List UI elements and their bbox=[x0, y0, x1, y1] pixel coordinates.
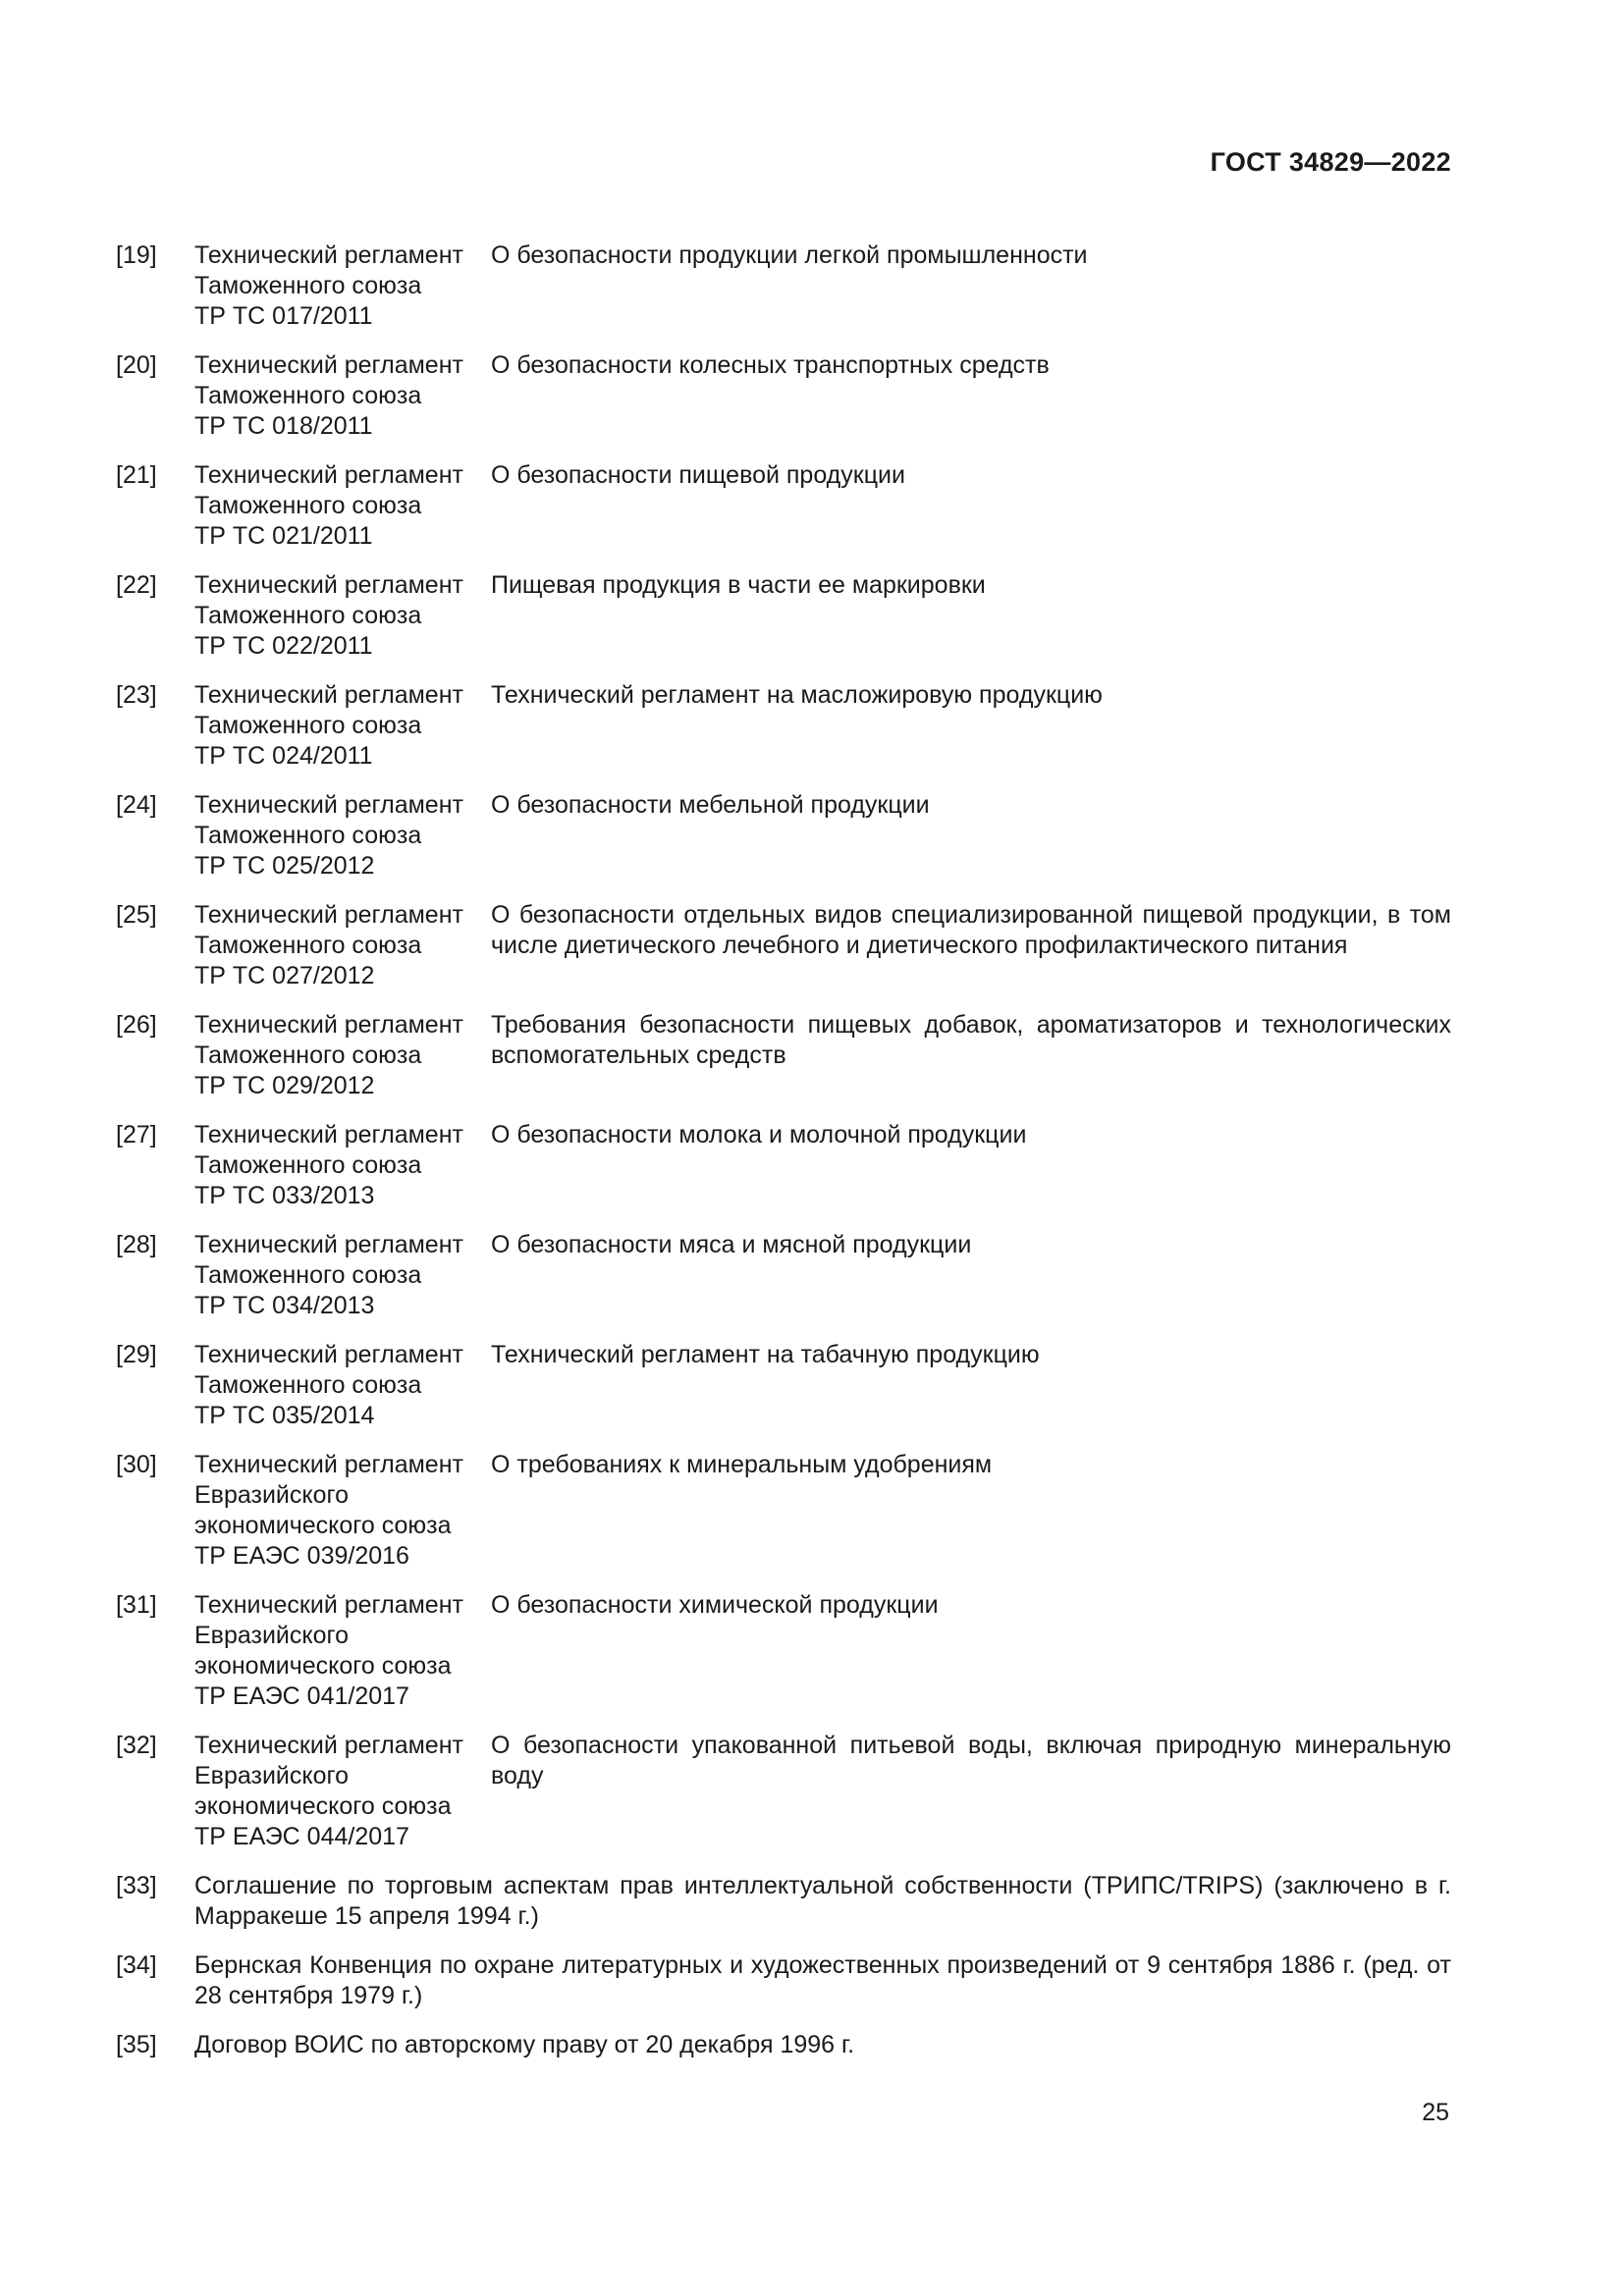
reference-document-line: Технический регламент bbox=[194, 1011, 463, 1039]
reference-title: Технический регламент на табачную продукцию bbox=[491, 1341, 1040, 1368]
reference-number: [21] bbox=[116, 461, 157, 489]
reference-document bbox=[194, 570, 491, 662]
reference-document-line: ТР ТС 025/2012 bbox=[194, 852, 375, 880]
reference-document bbox=[194, 1230, 491, 1321]
reference-document-line: ТР ТС 029/2012 bbox=[194, 1072, 375, 1099]
reference-document-line: ТР ТС 034/2013 bbox=[194, 1292, 375, 1319]
reference-document-line: Евразийского bbox=[194, 1481, 349, 1509]
reference-document-line: Технический регламент bbox=[194, 351, 463, 379]
reference-document-line: Таможенного союза bbox=[194, 1371, 422, 1399]
reference-document-line: ТР ЕАЭС 044/2017 bbox=[194, 1823, 409, 1850]
reference-number: [32] bbox=[116, 1732, 157, 1759]
reference-title: О безопасности мебельной продукции bbox=[491, 791, 930, 819]
reference-document-line: Технический регламент bbox=[194, 901, 463, 929]
reference-document-line: Технический регламент bbox=[194, 1732, 463, 1759]
reference-document bbox=[194, 1731, 491, 1852]
reference-title: О безопасности пищевой продукции bbox=[491, 461, 905, 489]
reference-number: [29] bbox=[116, 1341, 157, 1368]
reference-document bbox=[194, 1450, 491, 1572]
reference-item bbox=[116, 790, 1451, 881]
reference-document-line: Таможенного союза bbox=[194, 1151, 422, 1179]
reference-document-line: Технический регламент bbox=[194, 1341, 463, 1368]
reference-number: [35] bbox=[116, 2031, 157, 2058]
reference-document-line: Технический регламент bbox=[194, 1451, 463, 1478]
reference-title: О требованиях к минеральным удобрениям bbox=[491, 1451, 993, 1478]
reference-document bbox=[194, 1340, 491, 1431]
reference-item bbox=[116, 1450, 1451, 1572]
reference-number: [28] bbox=[116, 1231, 157, 1258]
reference-title: Требования безопасности пищевых добавок, ароматизаторов и технологических вспомогательных средств bbox=[491, 1011, 1451, 1069]
reference-document-line: Таможенного союза bbox=[194, 272, 422, 299]
reference-document-line: Евразийского bbox=[194, 1762, 349, 1789]
reference-text: Бернская Конвенция по охране литературных и художественных произведений от 9 сентября 1886 г. (ред. от 28 сентября 1979 г.) bbox=[194, 1951, 1451, 2009]
reference-item bbox=[116, 350, 1451, 442]
reference-title: О безопасности отдельных видов специализированной пищевой продукции, в том числе диетического лечебного и диетического профилактического питания bbox=[491, 901, 1451, 959]
reference-document-line: Технический регламент bbox=[194, 241, 463, 269]
reference-document-line: Таможенного союза bbox=[194, 1261, 422, 1289]
reference-title: О безопасности химической продукции bbox=[491, 1591, 939, 1619]
reference-text: Соглашение по торговым аспектам прав интеллектуальной собственности (ТРИПС/TRIPS) (заключено в г. Марракеше 15 апреля 1994 г.) bbox=[194, 1872, 1451, 1930]
reference-item bbox=[116, 680, 1451, 772]
reference-document-line: Таможенного союза bbox=[194, 712, 422, 739]
reference-document-line: Технический регламент bbox=[194, 571, 463, 599]
reference-document-line: ТР ЕАЭС 041/2017 bbox=[194, 1682, 409, 1710]
reference-title: Технический регламент на масложировую продукцию bbox=[491, 681, 1103, 709]
reference-document-line: Технический регламент bbox=[194, 1231, 463, 1258]
reference-item bbox=[116, 460, 1451, 552]
reference-document-line: ТР ТС 024/2011 bbox=[194, 742, 373, 770]
reference-item bbox=[116, 240, 1451, 332]
reference-document-line: ТР ТС 018/2011 bbox=[194, 412, 373, 440]
reference-item bbox=[116, 1871, 1451, 1932]
reference-item bbox=[116, 1340, 1451, 1431]
reference-document bbox=[194, 1120, 491, 1211]
reference-item bbox=[116, 1230, 1451, 1321]
reference-document-line: Евразийского bbox=[194, 1622, 349, 1649]
reference-item bbox=[116, 1120, 1451, 1211]
reference-item bbox=[116, 1950, 1451, 2011]
reference-document-line: Таможенного союза bbox=[194, 492, 422, 519]
reference-document-line: ТР ТС 017/2011 bbox=[194, 302, 373, 330]
reference-title: О безопасности колесных транспортных средств bbox=[491, 351, 1050, 379]
reference-document bbox=[194, 1590, 491, 1712]
reference-item bbox=[116, 2030, 1451, 2060]
reference-number: [31] bbox=[116, 1591, 157, 1619]
reference-document bbox=[194, 240, 491, 332]
reference-document-line: Технический регламент bbox=[194, 461, 463, 489]
reference-number: [23] bbox=[116, 681, 157, 709]
reference-title: Пищевая продукция в части ее маркировки bbox=[491, 571, 986, 599]
reference-number: [26] bbox=[116, 1011, 157, 1039]
reference-document-line: ТР ТС 027/2012 bbox=[194, 962, 375, 989]
reference-document-line: Технический регламент bbox=[194, 791, 463, 819]
reference-title: О безопасности упакованной питьевой воды, включая природную минеральную воду bbox=[491, 1732, 1451, 1789]
reference-title: О безопасности продукции легкой промышленности bbox=[491, 241, 1088, 269]
reference-document-line: Технический регламент bbox=[194, 681, 463, 709]
reference-number: [22] bbox=[116, 571, 157, 599]
reference-item bbox=[116, 900, 1451, 991]
reference-number: [20] bbox=[116, 351, 157, 379]
reference-number: [34] bbox=[116, 1951, 157, 1979]
reference-item bbox=[116, 1731, 1451, 1852]
reference-document bbox=[194, 790, 491, 881]
reference-document bbox=[194, 350, 491, 442]
reference-document-line: ТР ЕАЭС 039/2016 bbox=[194, 1542, 409, 1570]
reference-document-line: экономического союза bbox=[194, 1792, 452, 1820]
reference-text: Договор ВОИС по авторскому праву от 20 декабря 1996 г. bbox=[194, 2031, 855, 2058]
reference-item bbox=[116, 1010, 1451, 1101]
reference-document bbox=[194, 900, 491, 991]
reference-document-line: экономического союза bbox=[194, 1512, 452, 1539]
reference-item bbox=[116, 1590, 1451, 1712]
reference-entries bbox=[116, 240, 1451, 2060]
reference-document-line: Технический регламент bbox=[194, 1121, 463, 1148]
reference-number: [33] bbox=[116, 1872, 157, 1899]
reference-number: [27] bbox=[116, 1121, 157, 1148]
reference-document-line: Таможенного союза bbox=[194, 602, 422, 629]
reference-title: О безопасности молока и молочной продукции bbox=[491, 1121, 1027, 1148]
bibliography-list bbox=[116, 240, 1451, 2079]
reference-document-line: экономического союза bbox=[194, 1652, 452, 1680]
reference-item bbox=[116, 570, 1451, 662]
reference-document-line: Таможенного союза bbox=[194, 382, 422, 409]
reference-document-line: Таможенного союза bbox=[194, 932, 422, 959]
reference-document-line: ТР ТС 022/2011 bbox=[194, 632, 373, 660]
page-header-doc-id: ГОСТ 34829—2022 bbox=[1210, 147, 1451, 177]
reference-number: [25] bbox=[116, 901, 157, 929]
reference-number: [24] bbox=[116, 791, 157, 819]
reference-document-line: Технический регламент bbox=[194, 1591, 463, 1619]
reference-document-line: ТР ТС 033/2013 bbox=[194, 1182, 375, 1209]
page-number: 25 bbox=[1422, 2099, 1449, 2126]
reference-document bbox=[194, 460, 491, 552]
reference-document-line: ТР ТС 035/2014 bbox=[194, 1402, 375, 1429]
reference-document bbox=[194, 1010, 491, 1101]
reference-document bbox=[194, 680, 491, 772]
reference-number: [19] bbox=[116, 241, 157, 269]
reference-document-line: Таможенного союза bbox=[194, 822, 422, 849]
reference-document-line: ТР ТС 021/2011 bbox=[194, 522, 373, 550]
reference-document-line: Таможенного союза bbox=[194, 1041, 422, 1069]
reference-title: О безопасности мяса и мясной продукции bbox=[491, 1231, 972, 1258]
reference-number: [30] bbox=[116, 1451, 157, 1478]
